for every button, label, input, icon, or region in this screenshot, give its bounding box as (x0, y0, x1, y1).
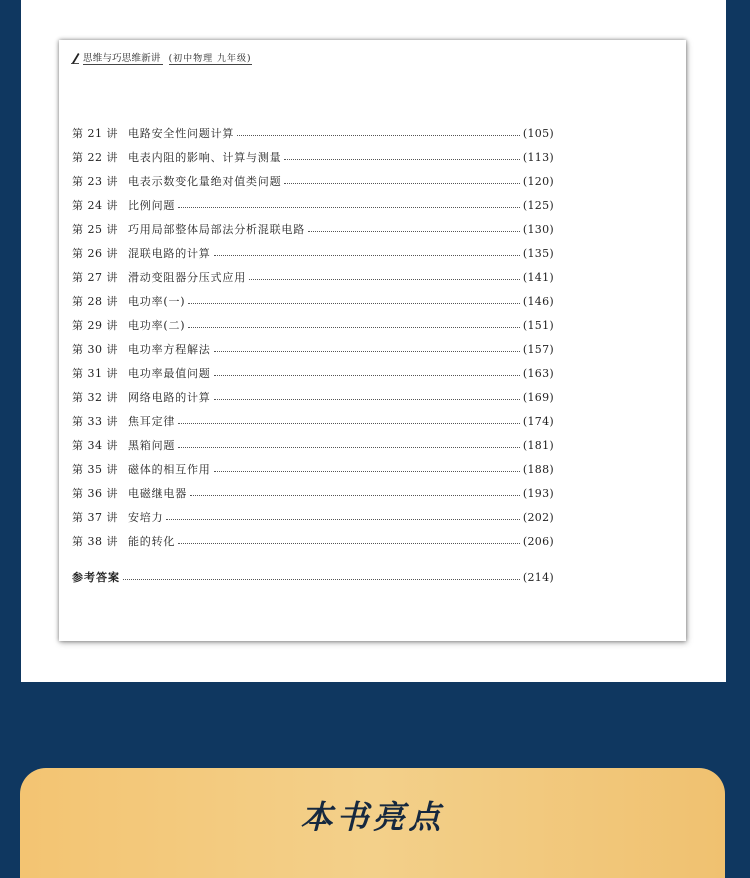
page-number: (130) (522, 222, 554, 236)
leader-dots (214, 398, 520, 400)
toc-entry (72, 221, 554, 237)
toc-entry (72, 365, 554, 381)
page-number: (141) (522, 270, 554, 284)
highlights-banner (20, 768, 725, 878)
lecture-number: 第 32 讲 (72, 391, 118, 404)
toc-entry (72, 533, 554, 549)
toc-entry (72, 317, 554, 333)
lecture-number: 第 25 讲 (72, 223, 118, 236)
toc-entry (72, 341, 554, 357)
leader-dots (178, 542, 520, 544)
lecture-title: 电功率最值问题 (128, 367, 211, 380)
lecture-title: 网络电路的计算 (128, 391, 211, 404)
book-header (70, 50, 252, 65)
lecture-title: 磁体的相互作用 (128, 463, 211, 476)
answers-title: 参考答案 (72, 571, 120, 584)
leader-dots (178, 446, 520, 448)
page-number: (202) (522, 510, 554, 524)
leader-dots (284, 158, 520, 160)
lecture-title: 巧用局部整体局部法分析混联电路 (128, 223, 305, 236)
book-title: 思维与巧思维新讲 (83, 50, 163, 65)
toc-entry (72, 293, 554, 309)
leader-dots (284, 182, 520, 184)
toc-entry (72, 245, 554, 261)
leader-dots (214, 350, 520, 352)
page-number: (146) (522, 294, 554, 308)
lecture-number: 第 26 讲 (72, 247, 118, 260)
page-number: (214) (522, 570, 554, 584)
toc-entry (72, 389, 554, 405)
lecture-number: 第 36 讲 (72, 487, 118, 500)
lecture-number: 第 31 讲 (72, 367, 118, 380)
leader-dots (188, 326, 520, 328)
page-number: (163) (522, 366, 554, 380)
leader-dots (237, 134, 520, 136)
page-number: (169) (522, 390, 554, 404)
lecture-title: 电功率方程解法 (128, 343, 211, 356)
page-number: (193) (522, 486, 554, 500)
lecture-title: 安培力 (128, 511, 164, 524)
lecture-number: 第 35 讲 (72, 463, 118, 476)
leader-dots (166, 518, 520, 520)
pen-icon (70, 51, 80, 64)
toc-entry (72, 173, 554, 189)
page-number: (188) (522, 462, 554, 476)
leader-dots (214, 374, 520, 376)
toc-entry (72, 125, 554, 141)
lecture-title: 混联电路的计算 (128, 247, 211, 260)
toc-entry (72, 413, 554, 429)
leader-dots (190, 494, 520, 496)
toc-entry (72, 461, 554, 477)
toc-entry (72, 149, 554, 165)
lecture-title: 电表示数变化量绝对值类问题 (128, 175, 282, 188)
toc-entry (72, 509, 554, 525)
lecture-number: 第 37 讲 (72, 511, 118, 524)
page-number: (157) (522, 342, 554, 356)
toc-entry (72, 269, 554, 285)
lecture-number: 第 30 讲 (72, 343, 118, 356)
lecture-title: 电路安全性问题计算 (128, 127, 235, 140)
toc-entry-answers (72, 569, 554, 585)
lecture-title: 能的转化 (128, 535, 176, 548)
lecture-title: 电功率(二) (128, 319, 186, 332)
lecture-number: 第 33 讲 (72, 415, 118, 428)
lecture-title: 焦耳定律 (128, 415, 176, 428)
leader-dots (123, 578, 520, 580)
lecture-number: 第 29 讲 (72, 319, 118, 332)
lecture-number: 第 21 讲 (72, 127, 118, 140)
banner-title: 本书亮点 (300, 798, 445, 836)
lecture-number: 第 28 讲 (72, 295, 118, 308)
toc-entry (72, 197, 554, 213)
leader-dots (249, 278, 520, 280)
lecture-number: 第 27 讲 (72, 271, 118, 284)
page-number: (105) (522, 126, 554, 140)
page-number: (174) (522, 414, 554, 428)
lecture-number: 第 24 讲 (72, 199, 118, 212)
leader-dots (308, 230, 520, 232)
lecture-title: 比例问题 (128, 199, 176, 212)
page-number: (206) (522, 534, 554, 548)
toc-entry (72, 485, 554, 501)
page-number: (181) (522, 438, 554, 452)
leader-dots (214, 254, 520, 256)
lecture-title: 滑动变阻器分压式应用 (128, 271, 246, 284)
leader-dots (178, 422, 520, 424)
lecture-title: 电磁继电器 (128, 487, 187, 500)
page-number: (151) (522, 318, 554, 332)
lecture-number: 第 23 讲 (72, 175, 118, 188)
lecture-number: 第 38 讲 (72, 535, 118, 548)
lecture-title: 电功率(一) (128, 295, 186, 308)
leader-dots (214, 470, 520, 472)
lecture-number: 第 22 讲 (72, 151, 118, 164)
lecture-number: 第 34 讲 (72, 439, 118, 452)
leader-dots (178, 206, 520, 208)
toc-entry (72, 437, 554, 453)
page-number: (120) (522, 174, 554, 188)
lecture-title: 电表内阻的影响、计算与测量 (128, 151, 282, 164)
lecture-title: 黑箱问题 (128, 439, 176, 452)
book-subtitle: (初中物理 九年级) (169, 51, 252, 65)
page-number: (135) (522, 246, 554, 260)
leader-dots (188, 302, 520, 304)
page-number: (113) (522, 150, 554, 164)
page-number: (125) (522, 198, 554, 212)
